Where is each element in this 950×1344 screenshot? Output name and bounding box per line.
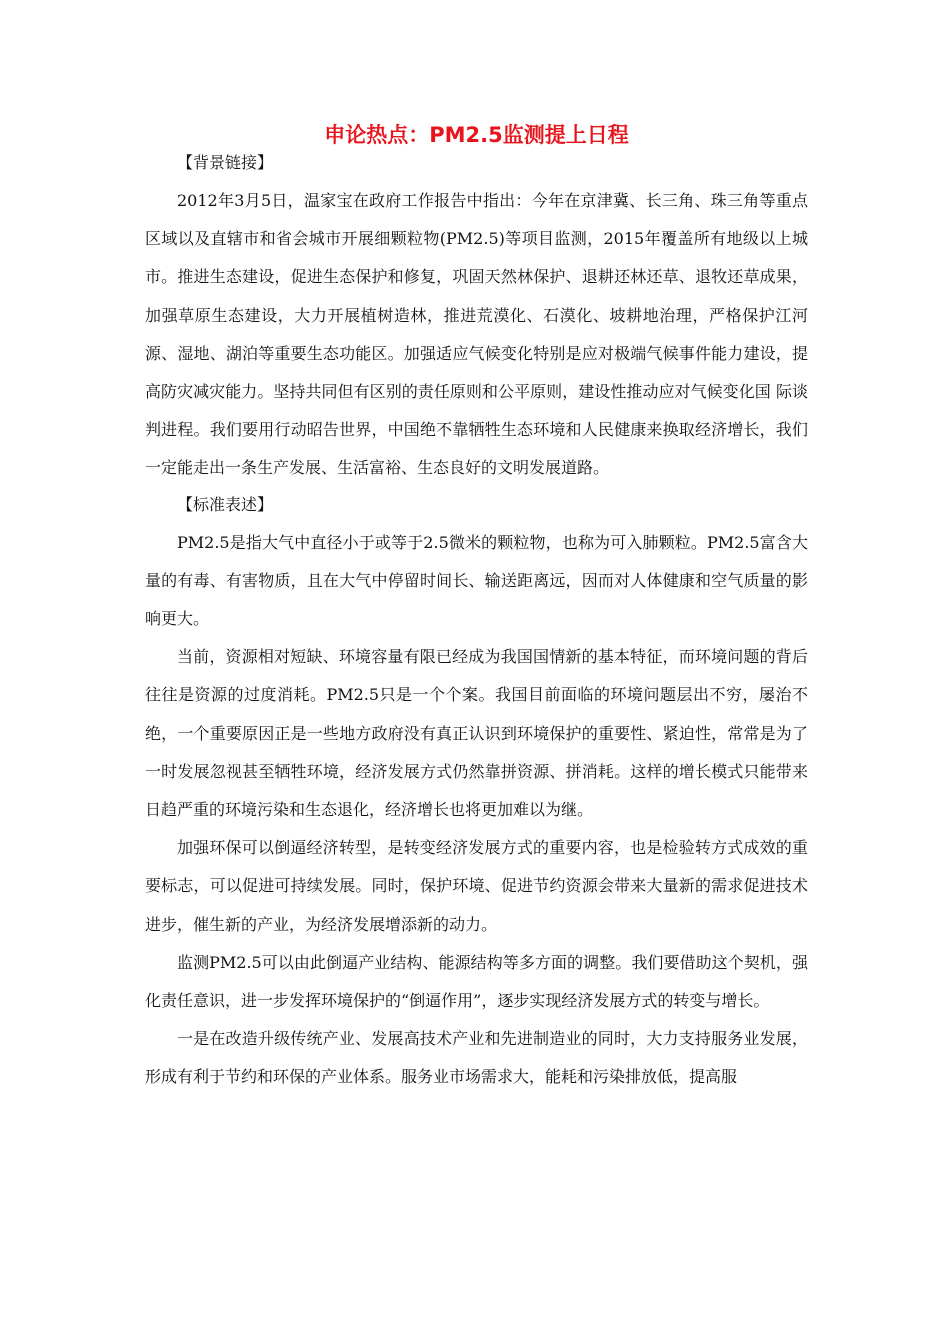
section-heading-standard: 【标准表述】 bbox=[177, 494, 274, 514]
section-heading-background: 【背景链接】 bbox=[177, 153, 274, 172]
paragraph-current-situation: 当前，资源相对短缺、环境容量有限已经成为我国国情新的基本特征，而环境问题的背后往往是资源的过度消耗。PM2.5只是一个个案。我国目前面临的环境问题层出不穷，屡治不绝，一个重要原因正是一些地方政府没有真正认识到环境保护的重要性、紧迫性，常常是为了一时发展忽视甚至牺牲环境，经济发展方式仍然靠拼资源、拼消耗。这样的增长模式只能带来日趋严重的环境污染和生态退化，经济增长也将更加难以为继。 bbox=[145, 647, 808, 820]
paragraph-monitoring: 监测PM2.5可以由此倒逼产业结构、能源结构等多方面的调整。我们要借助这个契机，强化责任意识，进一步发挥环境保护的“倒逼作用”，逐步实现经济发展方式的转变与增长。 bbox=[145, 952, 808, 1011]
document-page bbox=[145, 120, 808, 1097]
document-title: 申论热点：PM2.5监测提上日程 bbox=[324, 123, 629, 147]
paragraph-measure-one: 一是在改造升级传统产业、发展高技术产业和先进制造业的同时，大力支持服务业发展，形成有利于节约和环保的产业体系。服务业市场需求大，能耗和污染排放低，提高服 bbox=[145, 1029, 808, 1087]
paragraph-environment-transform: 加强环保可以倒逼经济转型，是转变经济发展方式的重要内容，也是检验转方式成效的重要标志，可以促进可持续发展。同时，保护环境、促进节约资源会带来大量新的需求促进技术进步，催生新的产业，为经济发展增添新的动力。 bbox=[145, 838, 808, 934]
paragraph-definition: PM2.5是指大气中直径小于或等于2.5微米的颗粒物，也称为可入肺颗粒。PM2.5富含大量的有毒、有害物质，且在大气中停留时间长、输送距离远，因而对人体健康和空气质量的影响更大。 bbox=[145, 532, 808, 629]
paragraph-background: 2012年3月5日，温家宝在政府工作报告中指出：今年在京津冀、长三角、珠三角等重点区域以及直辖市和省会城市开展细颗粒物(PM2.5)等项目监测，2015年覆盖所有地级以上城市。推进生态建设，促进生态保护和修复，巩固天然林保护、退耕还林还草、退牧还草成果，加强草原生态建设，大力开展植树造林，推进荒漠化、石漠化、坡耕地治理，严格保护江河源、湿地、湖泊等重要生态功能区。加强适应气候变化特别是应对极端气候事件能力建设，提高防灾减灾能力。坚持共同但有区别的责任原则和公平原则，建设性推动应对气候变化国 际谈判进程。我们要用行动昭告世界，中国绝不靠牺牲生态环境和人民健康来换取经济增长，我们一定能走出一条生产发展、生活富裕、生态良好的文明发展道路。 bbox=[145, 191, 808, 478]
